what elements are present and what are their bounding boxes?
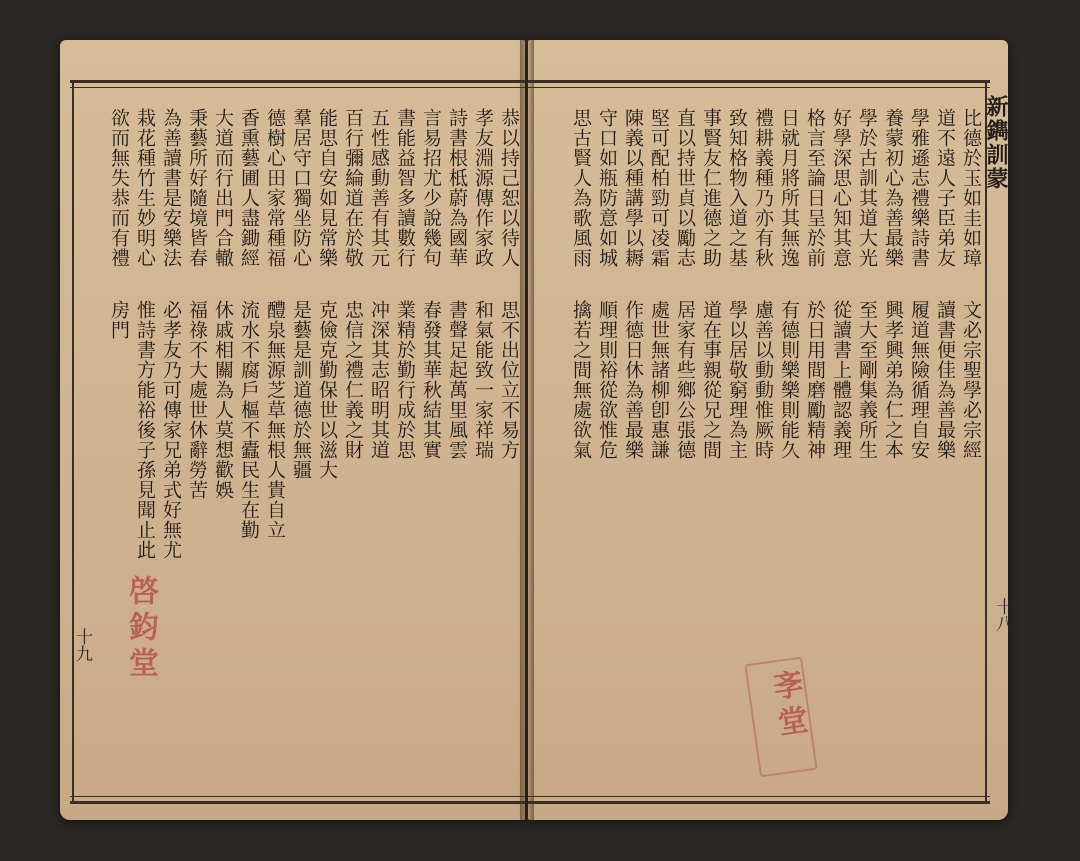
text-column: 致知格物入道之基 bbox=[726, 108, 748, 268]
text-column: 處世無諸柳卽惠謙 bbox=[648, 300, 670, 460]
text-column: 欲而無失恭而有禮 bbox=[108, 108, 130, 268]
text-column: 讀書便佳為善最樂 bbox=[934, 300, 956, 460]
text-column: 從讀書上體認義理 bbox=[830, 300, 852, 460]
text-column: 學以居敬窮理為主 bbox=[726, 300, 748, 460]
text-column: 順理則裕從欲惟危 bbox=[596, 300, 618, 460]
text-column: 慮善以動動惟厥時 bbox=[752, 300, 774, 460]
text-column: 道在事親從兄之間 bbox=[700, 300, 722, 460]
text-column: 堅可配柏勁可凌霜 bbox=[648, 108, 670, 268]
text-column: 德樹心田家常種福 bbox=[264, 108, 286, 268]
text-column: 羣居守口獨坐防心 bbox=[290, 108, 312, 268]
text-column: 文必宗聖學必宗經 bbox=[960, 300, 982, 460]
text-column: 好學深思心知其意 bbox=[830, 108, 852, 268]
text-column: 書聲足起萬里風雲 bbox=[446, 300, 468, 460]
text-column: 香熏藝圃人盡鋤經 bbox=[238, 108, 260, 268]
text-column: 必孝友乃可傳家兄弟式好無尤 bbox=[160, 300, 182, 560]
text-column: 大道而行出門合轍 bbox=[212, 108, 234, 268]
text-column: 直以持世貞以勵志 bbox=[674, 108, 696, 268]
text-column: 至大至剛集義所生 bbox=[856, 300, 878, 460]
fold-number-right: 十八 bbox=[992, 598, 1012, 632]
text-column: 有德則樂樂則能久 bbox=[778, 300, 800, 460]
red-seal-right: 斈堂 bbox=[765, 667, 810, 745]
text-column: 養蒙初心為善最樂 bbox=[882, 108, 904, 268]
text-column: 春發其華秋結其實 bbox=[420, 300, 442, 460]
text-column: 作德日休為善最樂 bbox=[622, 300, 644, 460]
text-column: 秉藝所好隨境皆春 bbox=[186, 108, 208, 268]
text-column: 栽花種竹生妙明心 bbox=[134, 108, 156, 268]
text-column: 能思自安如見常樂 bbox=[316, 108, 338, 268]
text-column: 休戚相關為人莫想歡娛 bbox=[212, 300, 234, 500]
text-column: 思不出位立不易方 bbox=[498, 300, 520, 460]
text-column: 忠信之禮仁義之財 bbox=[342, 300, 364, 460]
text-column: 於日用間磨勵精神 bbox=[804, 300, 826, 460]
left-outer-rule bbox=[72, 80, 74, 804]
text-column: 書能益智多讀數行 bbox=[394, 108, 416, 268]
text-column: 百行彌綸道在於敬 bbox=[342, 108, 364, 268]
text-column: 事賢友仁進德之助 bbox=[700, 108, 722, 268]
text-column: 履道無險循理自安 bbox=[908, 300, 930, 460]
text-column: 禮耕義種乃亦有秋 bbox=[752, 108, 774, 268]
text-column: 詩書根柢蔚為國華 bbox=[446, 108, 468, 268]
text-column: 擒若之間無處欲氣 bbox=[570, 300, 592, 460]
text-column: 克儉克勤保世以滋大 bbox=[316, 300, 338, 480]
text-column: 和氣能致一家祥瑞 bbox=[472, 300, 494, 460]
text-column: 冲深其志昭明其道 bbox=[368, 300, 390, 460]
text-column: 比德於玉如圭如璋 bbox=[960, 108, 982, 268]
text-column: 業精於勤行成於思 bbox=[394, 300, 416, 460]
text-column: 是藝是訓道德於無疆 bbox=[290, 300, 312, 480]
text-column: 言易招尤少說幾句 bbox=[420, 108, 442, 268]
text-column: 為善讀書是安樂法 bbox=[160, 108, 182, 268]
text-column: 興孝興弟為仁之本 bbox=[882, 300, 904, 460]
margin-title: 新鐫訓蒙 bbox=[983, 95, 1009, 191]
text-column: 學雅遜志禮樂詩書 bbox=[908, 108, 930, 268]
text-column: 格言至論日呈於前 bbox=[804, 108, 826, 268]
text-column: 日就月將所其無逸 bbox=[778, 108, 800, 268]
text-column: 流水不腐戶樞不蠹民生在勤 bbox=[238, 300, 260, 540]
text-column: 房門 bbox=[108, 300, 130, 340]
text-column: 陳義以種講學以耨 bbox=[622, 108, 644, 268]
fold-number-left: 十九 bbox=[72, 628, 92, 662]
text-column: 思古賢人為歌風雨 bbox=[570, 108, 592, 268]
text-column: 醴泉無源芝草無根人貴自立 bbox=[264, 300, 286, 540]
text-column: 惟詩書方能裕後子孫見聞止此 bbox=[134, 300, 156, 560]
text-column: 道不遠人子臣弟友 bbox=[934, 108, 956, 268]
text-column: 福祿不大處世休辭勞苦 bbox=[186, 300, 208, 500]
text-column: 學於古訓其道大光 bbox=[856, 108, 878, 268]
text-column: 恭以持己恕以待人 bbox=[498, 108, 520, 268]
text-column: 五性感動善有其元 bbox=[368, 108, 390, 268]
red-seal-left: 啓鈞堂 bbox=[123, 575, 158, 683]
text-column: 居家有些鄉公張德 bbox=[674, 300, 696, 460]
text-column: 守口如瓶防意如城 bbox=[596, 108, 618, 268]
text-column: 孝友淵源傳作家政 bbox=[472, 108, 494, 268]
